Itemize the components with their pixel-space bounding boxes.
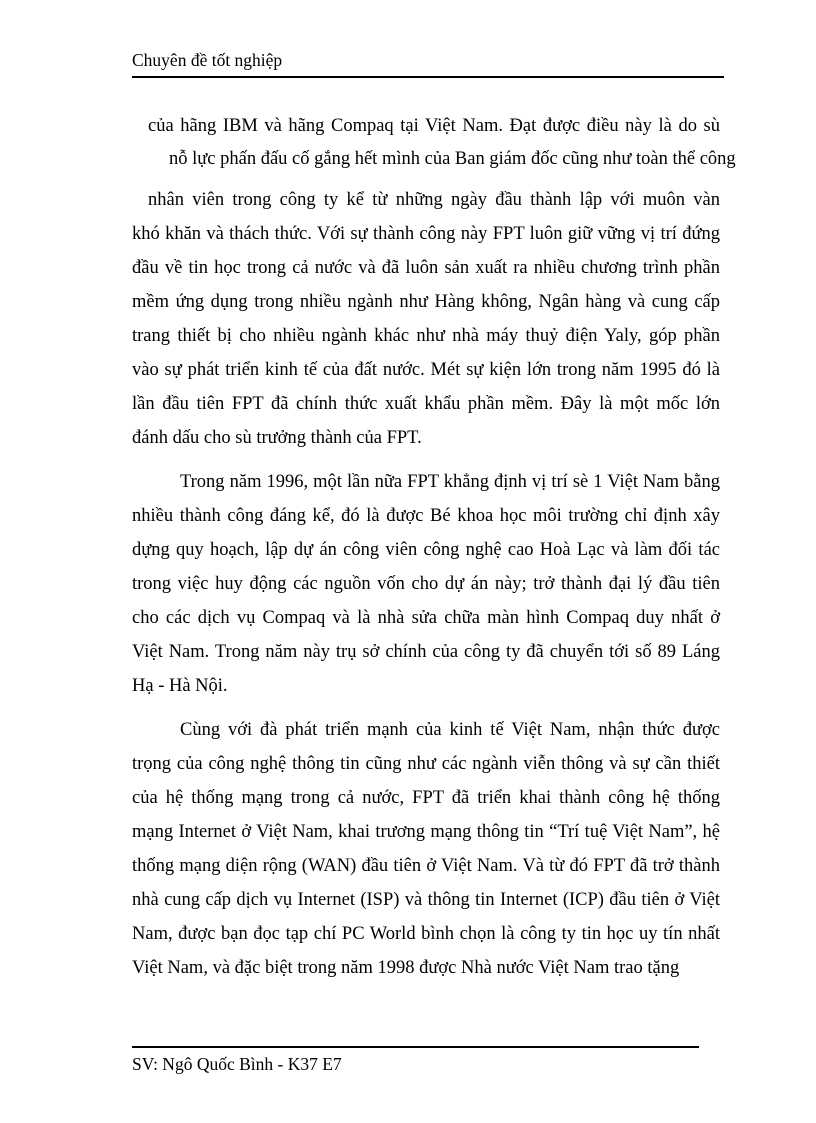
text-line: Cùng với đà phát triển mạnh của kinh tế Việt Nam, nhận thức được — [180, 720, 720, 740]
header-rule — [132, 76, 724, 78]
text-line: Việt Nam, và đặc biệt trong năm 1998 được Nhà nước Việt Nam trao tặng — [132, 958, 680, 978]
text-line: lần đầu tiên FPT đã chính thức xuất khẩu phần mềm. Đây là một mốc lớn — [132, 394, 720, 414]
text-line: mềm ứng dụng trong nhiều ngành như Hàng không, Ngân hàng và cung cấp — [132, 292, 720, 312]
text-line: vào sự phát triển kinh tế của đất nước. Mét sự kiện lớn trong năm 1995 đó là — [132, 360, 720, 380]
text-line: đầu về tin học trong cả nước và đã luôn sản xuất ra nhiều chương trình phần — [132, 258, 720, 278]
text-line: nhân viên trong công ty kể từ những ngày đầu thành lập với muôn vàn — [148, 190, 720, 210]
text-line: thống mạng diện rộng (WAN) đầu tiên ở Việt Nam. Và từ đó FPT đã trở thành — [132, 856, 720, 876]
text-line: của hệ thống mạng trong cả nước, FPT đã triển khai thành công hệ thống — [132, 788, 720, 808]
page-footer-author: SV: Ngô Quốc Bình - K37 E7 — [132, 1054, 342, 1074]
text-line: Việt Nam. Trong năm này trụ sở chính của công ty đã chuyển tới số 89 Láng — [132, 642, 720, 662]
text-line: nhà cung cấp dịch vụ Internet (ISP) và thông tin Internet (ICP) đầu tiên ở Việt — [132, 890, 720, 910]
text-line: Nam, được bạn đọc tạp chí PC World bình chọn là công ty tin học uy tín nhất — [132, 924, 720, 944]
text-line: đánh dấu cho sù trưởng thành của FPT. — [132, 428, 422, 448]
text-line: khó khăn và thách thức. Với sự thành công này FPT luôn giữ vững vị trí đứng — [132, 224, 720, 244]
page-header-title: Chuyên đề tốt nghiệp — [132, 50, 283, 70]
text-line: mạng Internet ở Việt Nam, khai trương mạng thông tin “Trí tuệ Việt Nam”, hệ — [132, 822, 720, 842]
text-line: trang thiết bị cho nhiều ngành khác như nhà máy thuỷ điện Yaly, góp phần — [132, 326, 720, 346]
text-line: cho các dịch vụ Compaq và là nhà sửa chữa màn hình Compaq duy nhất ở — [132, 608, 720, 628]
text-line: trọng của công nghệ thông tin cũng như các ngành viễn thông và sự cần thiết — [132, 754, 720, 774]
text-line: Hạ - Hà Nội. — [132, 676, 228, 696]
text-line: trong việc huy động các nguồn vốn cho dự án này; trở thành đại lý đầu tiên — [132, 574, 720, 594]
text-line: nỗ lực phấn đấu cố gắng hết mình của Ban giám đốc cũng như toàn thể công — [169, 149, 736, 169]
text-line: nhiều thành công đáng kể, đó là được Bé khoa học môi trường chỉ định xây — [132, 506, 720, 526]
text-line: dựng quy hoạch, lập dự án công viên công nghệ cao Hoà Lạc và làm đối tác — [132, 540, 720, 560]
text-line: Trong năm 1996, một lần nữa FPT khẳng định vị trí sè 1 Việt Nam bằng — [180, 472, 720, 492]
footer-rule — [132, 1046, 699, 1048]
text-line: của hãng IBM và hãng Compaq tại Việt Nam. Đạt được điều này là do sù — [148, 116, 720, 136]
